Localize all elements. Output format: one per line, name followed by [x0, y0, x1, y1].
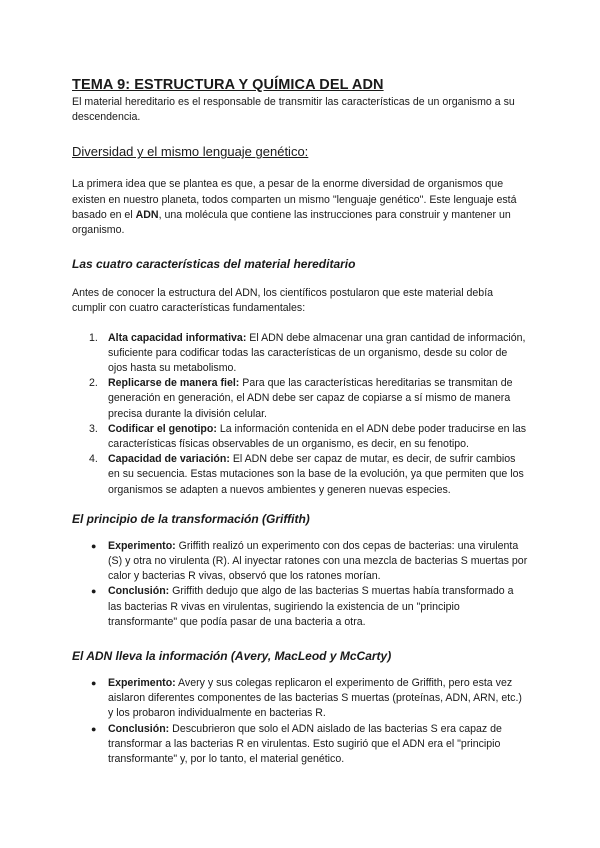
diversidad-text-before: La primera idea que se plantea es que, a pesar de la enorme diversidad de organismos que existen en nuestro planeta, todos comparten un mismo "lenguaje genético". Este lenguaje está basado en el [72, 178, 517, 221]
section-heading-griffith: El principio de la transformación (Griffith) [72, 511, 310, 526]
list-item [72, 376, 528, 422]
item-label: Conclusión: [108, 585, 170, 598]
list-item [72, 584, 528, 630]
page-title: TEMA 9: ESTRUCTURA Y QUÍMICA DEL ADN [72, 77, 384, 93]
intro-paragraph: El material hereditario es el responsable de transmitir las características de un organismo a su descendencia. [72, 96, 515, 124]
bullet-icon: ● [91, 678, 97, 689]
bullet-icon: ● [91, 540, 97, 551]
item-text: Para que las características hereditarias se transmitan de generación en generación, el ADN debe ser capaz de copiarse a sí mismo de manera precisa durante la división celular. [108, 377, 513, 420]
item-text: Avery y sus colegas replicaron el experimento de Griffith, pero esta vez aislaron diferentes componentes de las bacterias S muertas (proteínas, ADN, ARN, etc.) y los probaron individualmente en bacterias R. [108, 677, 522, 720]
section-heading-diversidad: Diversidad y el mismo lenguaje genético: [72, 144, 309, 160]
caracteristicas-list [72, 331, 528, 498]
item-label: Codificar el genotipo: [108, 422, 217, 435]
item-label: Capacidad de variación: [108, 453, 230, 466]
item-text: Descubrieron que solo el ADN aislado de las bacterias S era capaz de transformar a las bacterias R en virulentas. Esto sugirió que el ADN era el "principio transformante" y, por lo tanto, el material genético. [108, 722, 502, 766]
item-text: Griffith realizó un experimento con dos cepas de bacterias: una virulenta (S) y otra no virulenta (R). Al inyectar ratones con una mezcla de bacterias S muertas por calor y bacterias R vivas, observó que los ratones morían. [108, 539, 528, 583]
list-item [72, 539, 528, 585]
diversidad-paragraph [72, 177, 528, 238]
item-text: La información contenida en el ADN debe poder traducirse en las características físicas observables de un organismo, es decir, en su fenotipo. [108, 422, 527, 451]
adn-bold-term: ADN [135, 208, 159, 221]
griffith-list [72, 539, 528, 630]
list-number: 3. [89, 422, 98, 435]
item-label: Replicarse de manera fiel: [108, 377, 240, 390]
avery-list [72, 676, 528, 767]
list-item [72, 331, 528, 377]
item-text: El ADN debe almacenar una gran cantidad de información, suficiente para codificar todas las características de un organismo, desde su color de ojos hasta su metabolismo. [108, 331, 526, 375]
list-item [72, 722, 528, 768]
section-heading-caracteristicas: Las cuatro características del material hereditario [72, 257, 356, 272]
list-number: 4. [89, 453, 98, 466]
caracteristicas-intro: Antes de conocer la estructura del ADN, los científicos postularon que este material debía cumplir con cuatro características fundamentales: [72, 287, 494, 315]
list-number: 1. [89, 331, 98, 344]
item-text: Griffith dedujo que algo de las bacterias S muertas había transformado a las bacterias R vivas en virulentas, sugiriendo la existencia de un "principio transformante" que podía pasar de una bacteria a otra. [108, 585, 514, 628]
bullet-icon: ● [91, 586, 97, 597]
diversidad-text-after: , una molécula que contiene las instrucciones para construir y mantener un organismo. [72, 208, 511, 237]
item-label: Alta capacidad informativa: [108, 331, 247, 344]
item-text: El ADN debe ser capaz de mutar, es decir, de sufrir cambios en su secuencia. Estas mutaciones son la base de la evolución, ya que permiten que los organismos se adapten a nuevos ambientes y generen nuevas especies. [108, 453, 524, 496]
list-item [72, 422, 528, 452]
item-label: Conclusión: [108, 722, 170, 735]
list-item [72, 452, 528, 498]
list-number: 2. [89, 377, 98, 390]
section-heading-avery: El ADN lleva la información (Avery, MacLeod y McCarty) [72, 649, 392, 664]
bullet-icon: ● [91, 723, 97, 734]
item-label: Experimento: [108, 539, 176, 552]
item-label: Experimento: [108, 677, 176, 690]
list-item [72, 676, 528, 722]
